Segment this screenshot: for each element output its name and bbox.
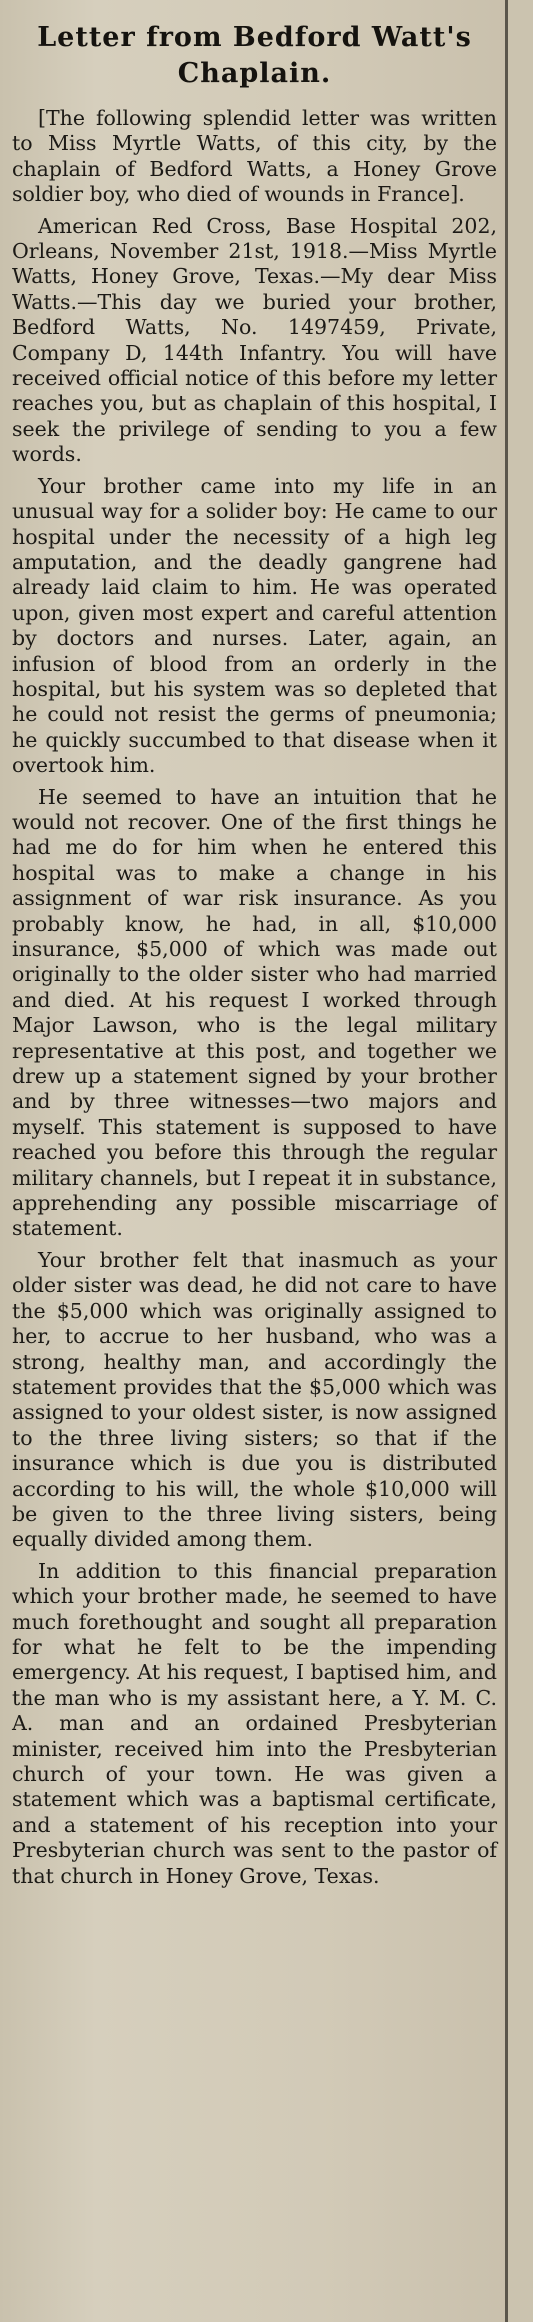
letter-paragraph-3: He seemed to have an intuition that he would not recover. One of the first things he had me do for him when he entered this hospital was to make a change in his assignment of war risk insurance. As you probably know, he had, in all, $10,000 insurance, $5,000 of which was made out originally to the older sister who had married and died. At his request I worked through Major Lawson, who is the legal military representative at this post, and together we drew up a statement signed by your brother and by three witnesses—two majors and myself. This statement is supposed to have reached you before this through the regular military channels, but I repeat it in substance, apprehending any possible miscarriage of statement. (12, 784, 497, 1241)
letter-paragraph-4: Your brother felt that inasmuch as your older sister was dead, he did not care to have the $5,000 which was originally assigned to her, to accrue to her husband, who was a strong, healthy man, and accordingly the statement provides that the $5,000 which was assigned to your oldest sister, is now assigned to the three living sisters; so that if the insurance which is due you is distributed according to his will, the whole $10,000 will be given to the three living sisters, being equally divided among them. (12, 1247, 497, 1552)
letter-paragraph-5: In addition to this financial preparation which your brother made, he seemed to have much forethought and sought all preparation for what he felt to be the impending emergency. At his request, I baptised him, and the man who is my assistant here, a Y. M. C. A. man and an ordained Presbyterian minister, received him into the Presbyterian church of your town. He was given a statement which was a baptismal certificate, and a statement of his reception into your Presbyterian church was sent to the pastor of that church in Honey Grove, Texas. (12, 1558, 497, 1888)
article (12, 20, 497, 1889)
letter-paragraph-1: American Red Cross, Base Hospital 202, Orleans, November 21st, 1918.—Miss Myrtle Watts, Honey Grove, Texas.—My dear Miss Watts.—This day we buried your brother, Bedford Watts, No. 1497459, Private, Company D, 144th Infantry. You will have received official notice of this before my letter reaches you, but as chaplain of this hospital, I seek the privilege of sending to you a few words. (12, 213, 497, 467)
letter-paragraph-2: Your brother came into my life in an unusual way for a solider boy: He came to our hospital under the necessity of a high leg amputation, and the deadly gangrene had already laid claim to him. He was operated upon, given most expert and careful attention by doctors and nurses. Later, again, an infusion of blood from an orderly in the hospital, but his system was so depleted that he could not resist the germs of pneumonia; he quickly succumbed to that disease when it overtook him. (12, 473, 497, 778)
adjacent-column-edge (508, 0, 533, 2322)
article-headline: Letter from Bedford Watt's Chaplain. (37, 22, 472, 89)
intro-paragraph: [The following splendid letter was written to Miss Myrtle Watts, of this city, by the chaplain of Bedford Watts, a Honey Grove soldier boy, who died of wounds in France]. (12, 106, 497, 207)
